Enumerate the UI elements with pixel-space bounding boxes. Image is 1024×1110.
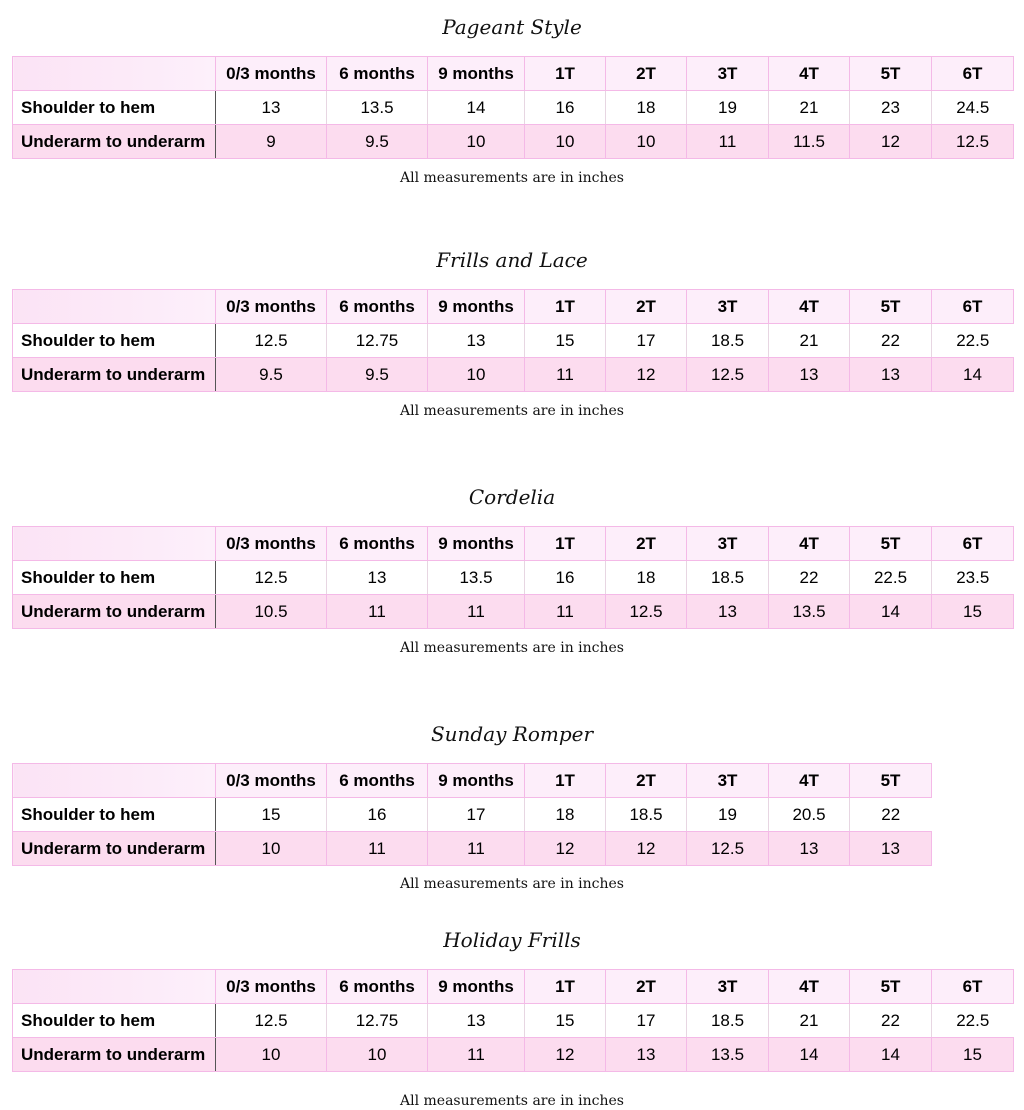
measurement-cell: 22.5 — [932, 324, 1014, 358]
row-label: Underarm to underarm — [13, 125, 216, 159]
header-row — [13, 764, 932, 798]
size-header: 3T — [687, 290, 769, 324]
measurement-cell: 10 — [428, 125, 525, 159]
chart-title: Frills and Lace — [436, 248, 588, 272]
size-table — [12, 289, 1014, 392]
measurement-cell: 23 — [850, 91, 932, 125]
measurement-cell: 12 — [525, 1038, 606, 1072]
measurement-cell: 15 — [525, 1004, 606, 1038]
measurement-cell: 12.5 — [687, 358, 769, 392]
measurement-cell: 11 — [525, 358, 606, 392]
measurement-cell: 23.5 — [932, 561, 1014, 595]
measurement-cell: 11 — [428, 595, 525, 629]
size-header: 4T — [769, 290, 850, 324]
measurement-cell: 9.5 — [327, 125, 428, 159]
measurement-cell: 21 — [769, 91, 850, 125]
size-header: 4T — [769, 764, 850, 798]
measurement-cell: 11 — [428, 832, 525, 866]
size-header: 1T — [525, 290, 606, 324]
size-header: 6T — [932, 970, 1014, 1004]
measurement-cell: 13 — [327, 561, 428, 595]
units-note: All measurements are in inches — [400, 1093, 624, 1109]
measurement-cell: 18 — [606, 561, 687, 595]
measurement-cell: 10 — [525, 125, 606, 159]
size-header: 4T — [769, 527, 850, 561]
size-header: 3T — [687, 970, 769, 1004]
measurement-cell: 12 — [606, 358, 687, 392]
header-corner — [13, 970, 216, 1004]
measurement-cell: 13 — [216, 91, 327, 125]
measurement-cell: 16 — [525, 561, 606, 595]
size-header: 6 months — [327, 527, 428, 561]
size-header: 1T — [525, 764, 606, 798]
measurement-cell: 11 — [428, 1038, 525, 1072]
header-row — [13, 290, 1014, 324]
measurement-cell: 12.75 — [327, 1004, 428, 1038]
measurement-cell: 22 — [769, 561, 850, 595]
size-header: 5T — [850, 970, 932, 1004]
size-header: 3T — [687, 527, 769, 561]
size-header: 1T — [525, 527, 606, 561]
measurement-cell: 10 — [216, 1038, 327, 1072]
measurement-cell: 21 — [769, 1004, 850, 1038]
measurement-cell: 22.5 — [932, 1004, 1014, 1038]
measurement-cell: 22 — [850, 1004, 932, 1038]
header-row — [13, 57, 1014, 91]
size-table — [12, 763, 932, 866]
units-note: All measurements are in inches — [400, 876, 624, 892]
table-row — [13, 561, 1014, 595]
size-table — [12, 56, 1014, 159]
measurement-cell: 9 — [216, 125, 327, 159]
table-row — [13, 91, 1014, 125]
size-header: 9 months — [428, 764, 525, 798]
row-label: Shoulder to hem — [13, 561, 216, 595]
chart-title: Holiday Frills — [443, 928, 581, 952]
measurement-cell: 19 — [687, 798, 769, 832]
measurement-cell: 15 — [525, 324, 606, 358]
row-label: Shoulder to hem — [13, 1004, 216, 1038]
measurement-cell: 18.5 — [687, 324, 769, 358]
measurement-cell: 13 — [687, 595, 769, 629]
measurement-cell: 12.5 — [216, 324, 327, 358]
measurement-cell: 18.5 — [687, 1004, 769, 1038]
measurement-cell: 14 — [932, 358, 1014, 392]
table-row — [13, 595, 1014, 629]
measurement-cell: 22 — [850, 324, 932, 358]
size-header: 0/3 months — [216, 764, 327, 798]
units-note: All measurements are in inches — [400, 640, 624, 656]
size-header: 1T — [525, 57, 606, 91]
size-header: 9 months — [428, 970, 525, 1004]
measurement-cell: 20.5 — [769, 798, 850, 832]
measurement-cell: 12.75 — [327, 324, 428, 358]
measurement-cell: 17 — [606, 1004, 687, 1038]
measurement-cell: 14 — [850, 595, 932, 629]
measurement-cell: 13.5 — [327, 91, 428, 125]
measurement-cell: 24.5 — [932, 91, 1014, 125]
size-header: 9 months — [428, 57, 525, 91]
measurement-cell: 13.5 — [769, 595, 850, 629]
table-row — [13, 1038, 1014, 1072]
size-header: 0/3 months — [216, 57, 327, 91]
measurement-cell: 10.5 — [216, 595, 327, 629]
header-corner — [13, 57, 216, 91]
measurement-cell: 19 — [687, 91, 769, 125]
size-header: 5T — [850, 527, 932, 561]
measurement-cell: 12.5 — [687, 832, 769, 866]
chart-title: Sunday Romper — [430, 722, 594, 746]
measurement-cell: 12.5 — [216, 561, 327, 595]
table-row — [13, 358, 1014, 392]
measurement-cell: 13 — [850, 358, 932, 392]
size-header: 6 months — [327, 57, 428, 91]
measurement-cell: 17 — [606, 324, 687, 358]
size-header: 2T — [606, 970, 687, 1004]
measurement-cell: 15 — [216, 798, 327, 832]
size-header: 5T — [850, 290, 932, 324]
size-header: 9 months — [428, 527, 525, 561]
row-label: Shoulder to hem — [13, 91, 216, 125]
measurement-cell: 13 — [850, 832, 932, 866]
measurement-cell: 11 — [687, 125, 769, 159]
measurement-cell: 13 — [428, 324, 525, 358]
size-header: 6T — [932, 57, 1014, 91]
chart-title: Cordelia — [468, 485, 556, 509]
row-label: Shoulder to hem — [13, 798, 216, 832]
chart-title: Pageant Style — [442, 15, 582, 39]
header-row — [13, 527, 1014, 561]
measurement-cell: 18 — [606, 91, 687, 125]
measurement-cell: 12 — [606, 832, 687, 866]
measurement-cell: 10 — [327, 1038, 428, 1072]
size-header: 4T — [769, 57, 850, 91]
header-corner — [13, 527, 216, 561]
size-header: 6T — [932, 290, 1014, 324]
header-corner — [13, 764, 216, 798]
size-header: 9 months — [428, 290, 525, 324]
measurement-cell: 11 — [525, 595, 606, 629]
measurement-cell: 18.5 — [687, 561, 769, 595]
size-header: 0/3 months — [216, 290, 327, 324]
measurement-cell: 15 — [932, 1038, 1014, 1072]
measurement-cell: 14 — [850, 1038, 932, 1072]
size-header: 4T — [769, 970, 850, 1004]
size-header: 3T — [687, 57, 769, 91]
measurement-cell: 22 — [850, 798, 932, 832]
measurement-cell: 14 — [769, 1038, 850, 1072]
size-header: 1T — [525, 970, 606, 1004]
measurement-cell: 9.5 — [216, 358, 327, 392]
units-note: All measurements are in inches — [400, 403, 624, 419]
size-header: 6 months — [327, 290, 428, 324]
measurement-cell: 18 — [525, 798, 606, 832]
units-note: All measurements are in inches — [400, 170, 624, 186]
measurement-cell: 21 — [769, 324, 850, 358]
size-header: 2T — [606, 764, 687, 798]
measurement-cell: 13 — [428, 1004, 525, 1038]
table-row — [13, 1004, 1014, 1038]
size-header: 2T — [606, 290, 687, 324]
row-label: Underarm to underarm — [13, 358, 216, 392]
measurement-cell: 13.5 — [687, 1038, 769, 1072]
measurement-cell: 15 — [932, 595, 1014, 629]
size-header: 6T — [932, 527, 1014, 561]
measurement-cell: 11.5 — [769, 125, 850, 159]
measurement-cell: 12.5 — [216, 1004, 327, 1038]
measurement-cell: 13.5 — [428, 561, 525, 595]
measurement-cell: 12 — [525, 832, 606, 866]
measurement-cell: 16 — [327, 798, 428, 832]
measurement-cell: 10 — [606, 125, 687, 159]
measurement-cell: 12.5 — [606, 595, 687, 629]
header-row — [13, 970, 1014, 1004]
size-header: 2T — [606, 57, 687, 91]
measurement-cell: 13 — [606, 1038, 687, 1072]
measurement-cell: 13 — [769, 358, 850, 392]
size-header: 6 months — [327, 764, 428, 798]
measurement-cell: 12.5 — [932, 125, 1014, 159]
measurement-cell: 17 — [428, 798, 525, 832]
measurement-cell: 16 — [525, 91, 606, 125]
size-table — [12, 969, 1014, 1072]
table-row — [13, 324, 1014, 358]
row-label: Shoulder to hem — [13, 324, 216, 358]
measurement-cell: 10 — [216, 832, 327, 866]
header-corner — [13, 290, 216, 324]
size-header: 2T — [606, 527, 687, 561]
measurement-cell: 11 — [327, 595, 428, 629]
size-header: 3T — [687, 764, 769, 798]
table-row — [13, 125, 1014, 159]
row-label: Underarm to underarm — [13, 832, 216, 866]
table-row — [13, 832, 932, 866]
measurement-cell: 10 — [428, 358, 525, 392]
measurement-cell: 18.5 — [606, 798, 687, 832]
measurement-cell: 12 — [850, 125, 932, 159]
measurement-cell: 13 — [769, 832, 850, 866]
table-row — [13, 798, 932, 832]
size-header: 0/3 months — [216, 970, 327, 1004]
measurement-cell: 22.5 — [850, 561, 932, 595]
measurement-cell: 11 — [327, 832, 428, 866]
size-header: 5T — [850, 57, 932, 91]
measurement-cell: 9.5 — [327, 358, 428, 392]
row-label: Underarm to underarm — [13, 1038, 216, 1072]
size-header: 6 months — [327, 970, 428, 1004]
size-header: 0/3 months — [216, 527, 327, 561]
size-table — [12, 526, 1014, 629]
row-label: Underarm to underarm — [13, 595, 216, 629]
size-header: 5T — [850, 764, 932, 798]
measurement-cell: 14 — [428, 91, 525, 125]
